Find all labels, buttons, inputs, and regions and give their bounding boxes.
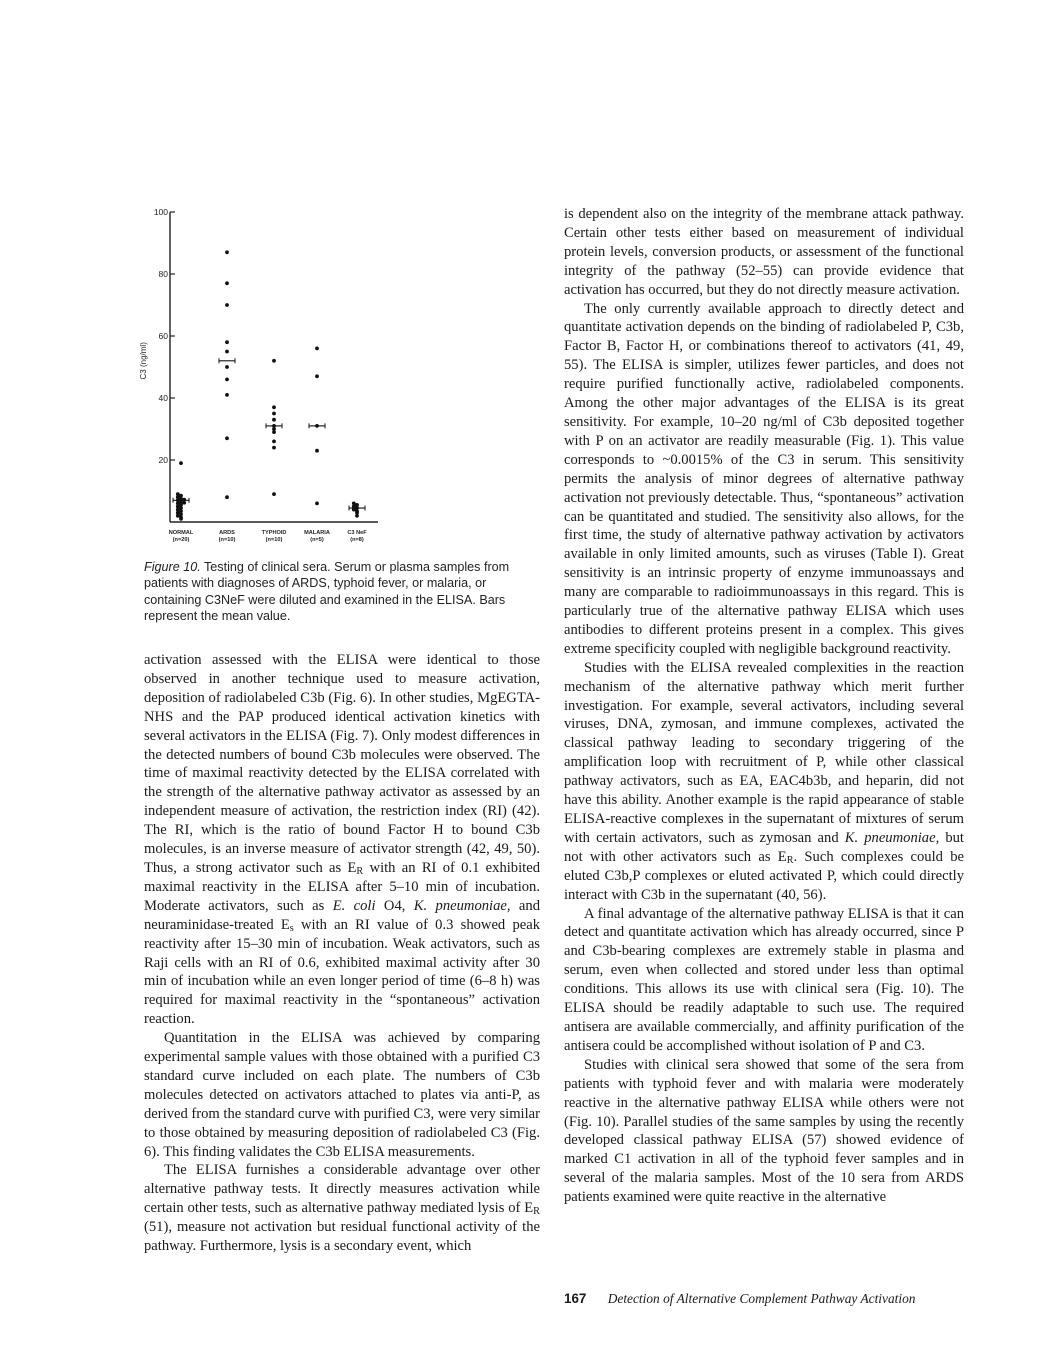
paragraph: is dependent also on the integrity of the membrane attack pathway. Certain other tests either based on measurement of individual protein levels, conversion products, or assessment of the functional integrity of the pathway (52–55) can provide evidence that activation has occurred, but they do not directly measure activation.: [564, 206, 964, 298]
paragraph: The only currently available approach to directly detect and quantitate activation depends on the binding of radiolabeled P, C3b, Factor B, Factor H, or combinations thereof to activators (41, 49, 55). The ELISA is simpler, utilizes fewer particles, and does not require purified functionally active, radiolabeled components. Among the other major advantages of the ELISA is its great sensitivity. For example, 10–20 ng/ml of C3b deposited together with P on an activator are readily measurable (Fig. 1). This value corresponds to ~0.0015% of the C3 in serum. This sensitivity permits the analysis of minor degrees of alternative pathway activation not previously detectable. Thus, “spontaneous” activation can be quantitated and studied. The sensitivity also allows, for the first time, the study of alternative pathway activation by activators available in only limited amounts, such as viruses (Table I). Great sensitivity is an intrinsic property of enzyme immunoassays and many are comparable to radioimmunoassays in this regard. This is particularly true of the alternative pathway ELISA which uses antibodies to different proteins present in a complex. This gives extreme specificity coupled with negligible background reactivity.: [564, 300, 964, 657]
y-axis-label: C3 (ng/ml): [139, 342, 148, 380]
x-category-n: (n=20): [172, 537, 190, 543]
scatter-chart: [120, 200, 540, 550]
x-category-label: C3 NeF: [347, 530, 367, 536]
data-point: [225, 378, 229, 382]
data-point: [272, 446, 276, 450]
x-category-label: TYPHOID: [261, 530, 287, 536]
data-point: [272, 359, 276, 363]
figure-caption: [144, 559, 540, 625]
data-point: [315, 374, 319, 378]
data-point: [272, 405, 276, 409]
data-point: [272, 440, 276, 444]
data-point: [182, 498, 186, 502]
x-category-label: ARDS: [219, 530, 235, 536]
right-column: [564, 205, 964, 1207]
page-footer: [564, 1291, 916, 1307]
data-point: [272, 492, 276, 496]
x-category-label: MALARIA: [304, 530, 330, 536]
data-point: [225, 365, 229, 369]
data-point: [272, 418, 276, 422]
figure-caption-label: Figure 10.: [144, 560, 201, 574]
data-point: [225, 340, 229, 344]
data-point: [352, 502, 356, 506]
y-tick-label: 40: [158, 393, 168, 403]
data-point: [225, 350, 229, 354]
paragraph: Studies with the ELISA revealed complexities in the reaction mechanism of the alternative pathway which merit further investigation. For example, several activators, including several viruses, DNA, zymosan, and immune complexes, activated the classical pathway leading to secondary triggering of the amplification loop with recruitment of P, while other classical pathway activators, such as EA, EAC4b3b, and heparin, did not have this ability. Another example is the rapid appearance of stable ELISA-reactive complexes in the supernatant of mixtures of serum with certain activators, such as zymosan and K. pneumoniae, but not with other activators such as $E_R$. Such complexes could be eluted C3b,P complexes or eluted activated P, which could directly interact with C3b in the supernatant (40, 56).: [564, 659, 964, 903]
y-tick-label: 100: [153, 207, 168, 217]
data-point: [315, 449, 319, 453]
data-point: [225, 436, 229, 440]
data-point: [225, 303, 229, 307]
left-column: [144, 651, 540, 1256]
figure-10: [120, 200, 540, 560]
paragraph: A final advantage of the alternative pathway ELISA is that it can detect and quantitate activation which has already occurred, since P and C3b-bearing complexes are extremely stable in plasma and serum, even when collected and stored under less than optimal conditions. This allows its use with clinical sera (Fig. 10). The ELISA should be readily adaptable to such use. The required antisera are available commercially, and affinity purification of the antisera could be accomplished without isolation of P and C3.: [564, 905, 964, 1054]
x-category-n: (n=10): [265, 537, 283, 543]
data-point: [176, 492, 180, 496]
data-point: [225, 281, 229, 285]
paragraph: activation assessed with the ELISA were identical to those observed in another technique used to measure activation, deposition of radiolabeled C3b (Fig. 6). In other studies, MgEGTA-NHS and the PAP produced identical activation kinetics with several activators in the ELISA (Fig. 7). Only modest differences in the detected numbers of bound C3b molecules were observed. The time of maximal reactivity detected by the ELISA correlated with the strength of the alternative pathway activator as assessed by an independent measure of activation, the restriction index (RI) (42). The RI, which is the ratio of bound Factor H to bound C3b molecules, is an inverse measure of activator strength (42, 49, 50). Thus, a strong activator such as $E_R$ with an RI of 0.1 exhibited maximal reactivity in the ELISA after 5–10 min of incubation. Moderate activators, such as E. coli O4, K. pneumoniae, and neuraminidase-treated $E_s$ with an RI value of 0.3 showed peak reactivity after 15–30 min of incubation. Weak activators, such as Raji cells with an RI of 0.6, exhibited maximal activity after 30 min of incubation while an even longer period of time (6–8 h) was required for maximal reactivity in the “spontaneous” activation reaction.: [144, 652, 541, 1028]
x-category-label: NORMAL: [168, 530, 194, 536]
paragraph: The ELISA furnishes a considerable advantage over other alternative pathway tests. It directly measures activation while certain other tests, such as alternative pathway mediated lysis of $E_R$ (51), measure not activation but residual functional activity of the pathway. Furthermore, lysis is a secondary event, which: [144, 1162, 540, 1255]
x-category-n: (n=10): [218, 537, 236, 543]
page-number: 167: [564, 1291, 587, 1306]
y-tick-label: 20: [158, 455, 168, 465]
running-title: Detection of Alternative Complement Pathway Activation: [607, 1291, 916, 1306]
x-category-n: (n=8): [350, 537, 364, 543]
x-category-n: (n=5): [310, 537, 324, 543]
paragraph: Quantitation in the ELISA was achieved by comparing experimental sample values with those obtained with a purified C3 standard curve included on each plate. The numbers of C3b molecules detected on activators attached to plates via anti-P, as derived from the standard curve with purified C3, were very similar to those obtained by measuring deposition of radiolabeled C3 (Fig. 6). This finding validates the C3b ELISA measurements.: [144, 1030, 540, 1160]
y-tick-label: 80: [158, 269, 168, 279]
data-point: [225, 495, 229, 499]
data-point: [225, 250, 229, 254]
paragraph: Studies with clinical sera showed that some of the sera from patients with typhoid fever and with malaria were moderately reactive in the alternative pathway ELISA while others were not (Fig. 10). Parallel studies of the same samples by using the recently developed classical pathway ELISA (57) showed evidence of marked C1 activation in all of the typhoid fever samples and in several of the malaria samples. Most of the 10 sera from ARDS patients examined were quite reactive in the alternative: [564, 1056, 964, 1206]
y-tick-label: 60: [158, 331, 168, 341]
data-point: [315, 347, 319, 351]
data-point: [315, 502, 319, 506]
data-point: [179, 461, 183, 465]
figure-caption-text: Testing of clinical sera. Serum or plasma samples from patients with diagnoses of ARDS, typhoid fever, or malaria, or containing C3NeF were diluted and examined in the ELISA. Bars represent the mean value.: [144, 560, 510, 624]
data-point: [225, 393, 229, 397]
data-point: [272, 412, 276, 416]
